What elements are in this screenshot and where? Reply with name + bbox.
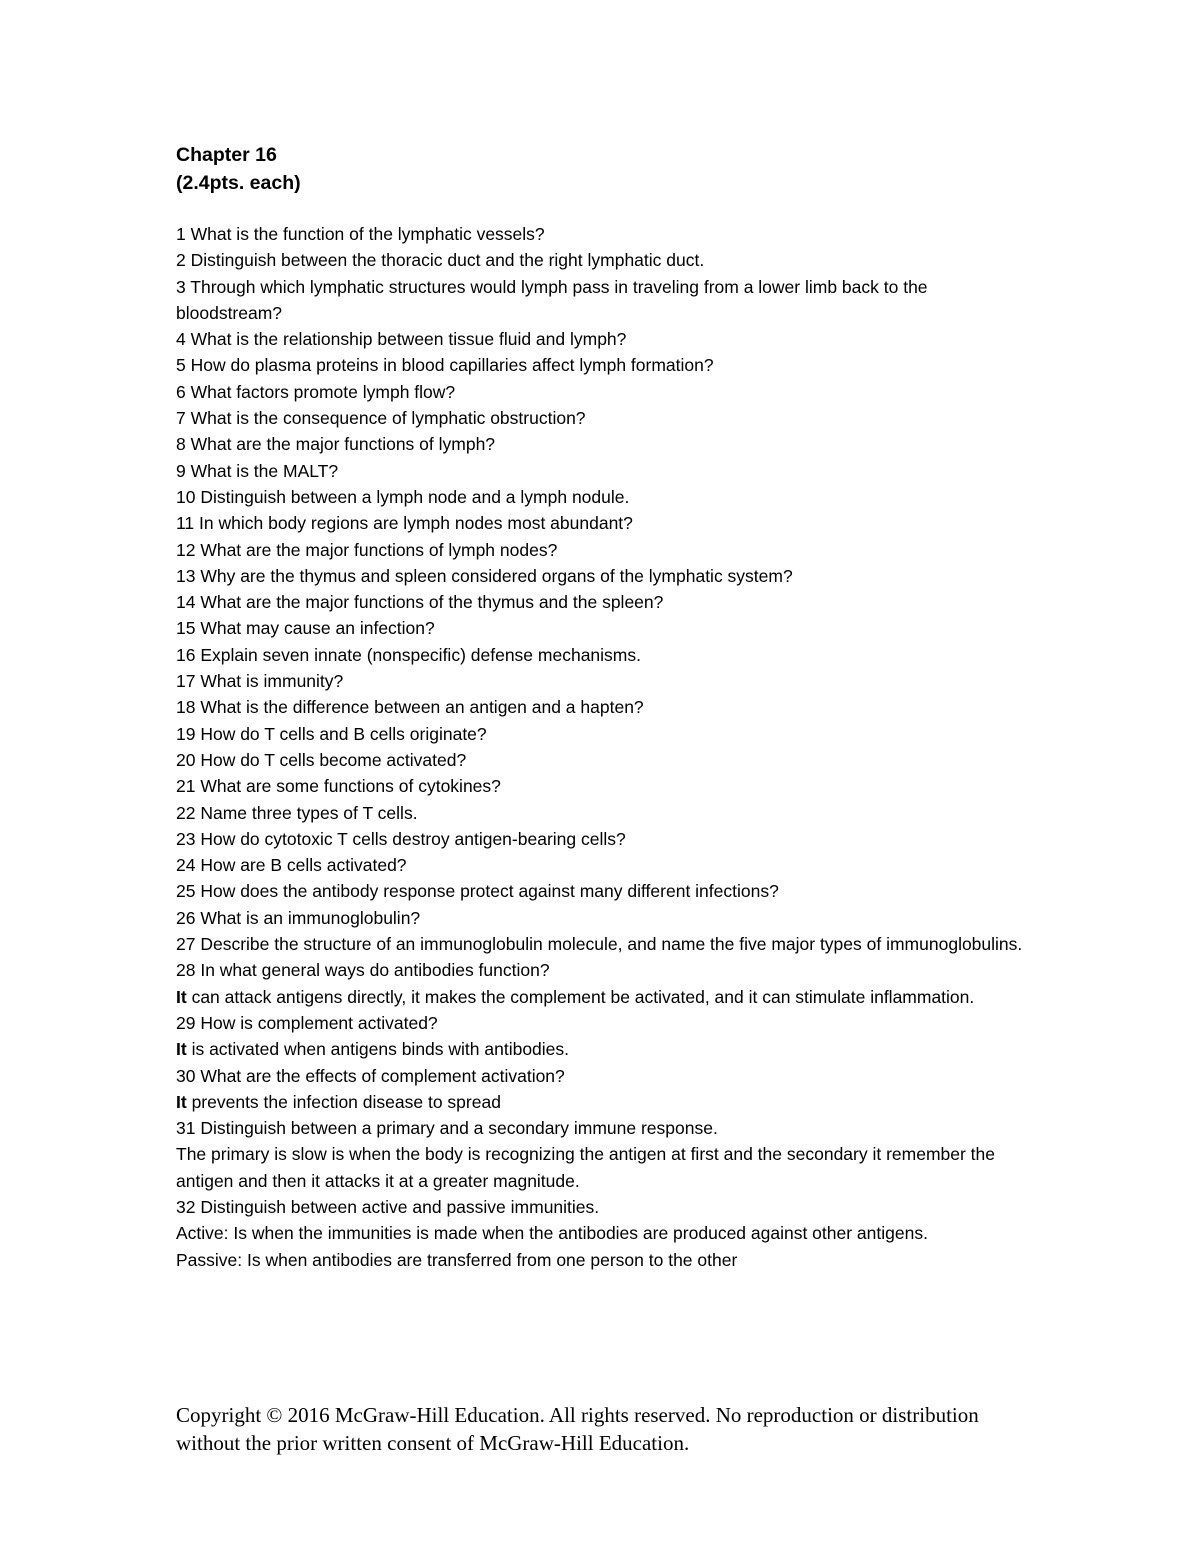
question-item — [176, 826, 1026, 852]
question-text: 14 What are the major functions of the thymus and the spleen? — [176, 592, 664, 613]
question-text: 25 How does the antibody response protect against many different infections? — [176, 881, 779, 902]
question-text: 24 How are B cells activated? — [176, 855, 407, 876]
points-note: (2.4pts. each) — [176, 172, 301, 194]
question-item — [176, 800, 1026, 826]
question-text: 18 What is the difference between an antigen and a hapten? — [176, 697, 644, 718]
question-item — [176, 537, 1026, 563]
answer-text: The primary is slow is when the body is recognizing the antigen at first and the secondary it remember the antigen and then it attacks it at a greater magnitude. — [176, 1144, 996, 1191]
question-item — [176, 1194, 1026, 1220]
answer-item — [176, 1089, 1026, 1115]
question-text: 20 How do T cells become activated? — [176, 749, 467, 770]
question-item — [176, 352, 1026, 378]
question-text: 30 What are the effects of complement activation? — [176, 1065, 565, 1086]
question-text: 23 How do cytotoxic T cells destroy antigen-bearing cells? — [176, 828, 626, 849]
question-item — [176, 510, 1026, 536]
answer-lead-word: It — [176, 1039, 187, 1060]
question-text: 4 What is the relationship between tissue fluid and lymph? — [176, 329, 627, 350]
question-item — [176, 668, 1026, 694]
question-text: 26 What is an immunoglobulin? — [176, 907, 421, 928]
question-item — [176, 905, 1026, 931]
question-item — [176, 1010, 1026, 1036]
question-item — [176, 852, 1026, 878]
question-text: 13 Why are the thymus and spleen considered organs of the lymphatic system? — [176, 565, 793, 586]
answer-text: can attack antigens directly, it makes the complement be activated, and it can stimulate inflammation. — [186, 986, 975, 1007]
answer-item — [176, 1141, 1026, 1194]
question-item — [176, 458, 1026, 484]
question-text: 31 Distinguish between a primary and a secondary immune response. — [176, 1118, 718, 1139]
question-item — [176, 747, 1026, 773]
answer-item — [176, 984, 1026, 1010]
question-text: 22 Name three types of T cells. — [176, 802, 418, 823]
question-item — [176, 1115, 1026, 1141]
question-text: 16 Explain seven innate (nonspecific) defense mechanisms. — [176, 644, 641, 665]
answer-text: prevents the infection disease to spread — [186, 1091, 501, 1112]
question-text: 19 How do T cells and B cells originate? — [176, 723, 487, 744]
question-item — [176, 642, 1026, 668]
question-item — [176, 274, 1026, 327]
answer-lead-word: It — [176, 986, 187, 1007]
question-item — [176, 379, 1026, 405]
question-item — [176, 484, 1026, 510]
answer-lead-word: It — [176, 1091, 187, 1112]
question-text: 7 What is the consequence of lymphatic obstruction? — [176, 408, 586, 429]
question-item — [176, 878, 1026, 904]
answer-item — [176, 1220, 1026, 1246]
question-item — [176, 615, 1026, 641]
question-text: 32 Distinguish between active and passive immunities. — [176, 1196, 600, 1217]
answer-text: Active: Is when the immunities is made when the antibodies are produced against other antigens. — [176, 1223, 928, 1244]
question-text: 3 Through which lymphatic structures would lymph pass in traveling from a lower limb back to the bloodstream? — [176, 276, 928, 323]
answer-text: is activated when antigens binds with antibodies. — [186, 1039, 570, 1060]
question-item — [176, 247, 1026, 273]
question-item — [176, 563, 1026, 589]
document-body — [176, 141, 1026, 1273]
question-text: 9 What is the MALT? — [176, 460, 339, 481]
question-item — [176, 221, 1026, 247]
answer-item — [176, 1036, 1026, 1062]
question-text: 29 How is complement activated? — [176, 1012, 438, 1033]
question-text: 11 In which body regions are lymph nodes most abundant? — [176, 513, 633, 534]
question-text: 21 What are some functions of cytokines? — [176, 776, 501, 797]
question-text: 15 What may cause an infection? — [176, 618, 435, 639]
question-text: 2 Distinguish between the thoracic duct and the right lymphatic duct. — [176, 250, 705, 271]
question-item — [176, 431, 1026, 457]
question-text: 1 What is the function of the lymphatic vessels? — [176, 224, 545, 244]
question-item — [176, 957, 1026, 983]
spacer — [176, 197, 1026, 221]
chapter-title: Chapter 16 — [176, 144, 277, 166]
question-item — [176, 694, 1026, 720]
question-item — [176, 931, 1026, 957]
question-text: 12 What are the major functions of lymph nodes? — [176, 539, 558, 560]
copyright-notice: Copyright © 2016 McGraw-Hill Education. All rights reserved. No reproduction or distribution without the prior written consent of McGraw-Hill Education. — [176, 1403, 979, 1455]
question-item — [176, 773, 1026, 799]
question-item — [176, 405, 1026, 431]
question-text: 28 In what general ways do antibodies function? — [176, 960, 550, 981]
answer-item — [176, 1247, 1026, 1273]
question-text: 17 What is immunity? — [176, 671, 344, 692]
question-text: 8 What are the major functions of lymph? — [176, 434, 496, 455]
question-text: 5 How do plasma proteins in blood capillaries affect lymph formation? — [176, 355, 714, 376]
answer-text: Passive: Is when antibodies are transferred from one person to the other — [176, 1249, 738, 1270]
question-text: 27 Describe the structure of an immunoglobulin molecule, and name the five major types of immunoglobulins. — [176, 934, 1023, 955]
question-list — [176, 221, 1026, 1273]
question-item — [176, 721, 1026, 747]
question-text: 10 Distinguish between a lymph node and a lymph nodule. — [176, 486, 630, 507]
question-text: 6 What factors promote lymph flow? — [176, 381, 456, 402]
question-item — [176, 589, 1026, 615]
question-item — [176, 326, 1026, 352]
question-item — [176, 1063, 1026, 1089]
